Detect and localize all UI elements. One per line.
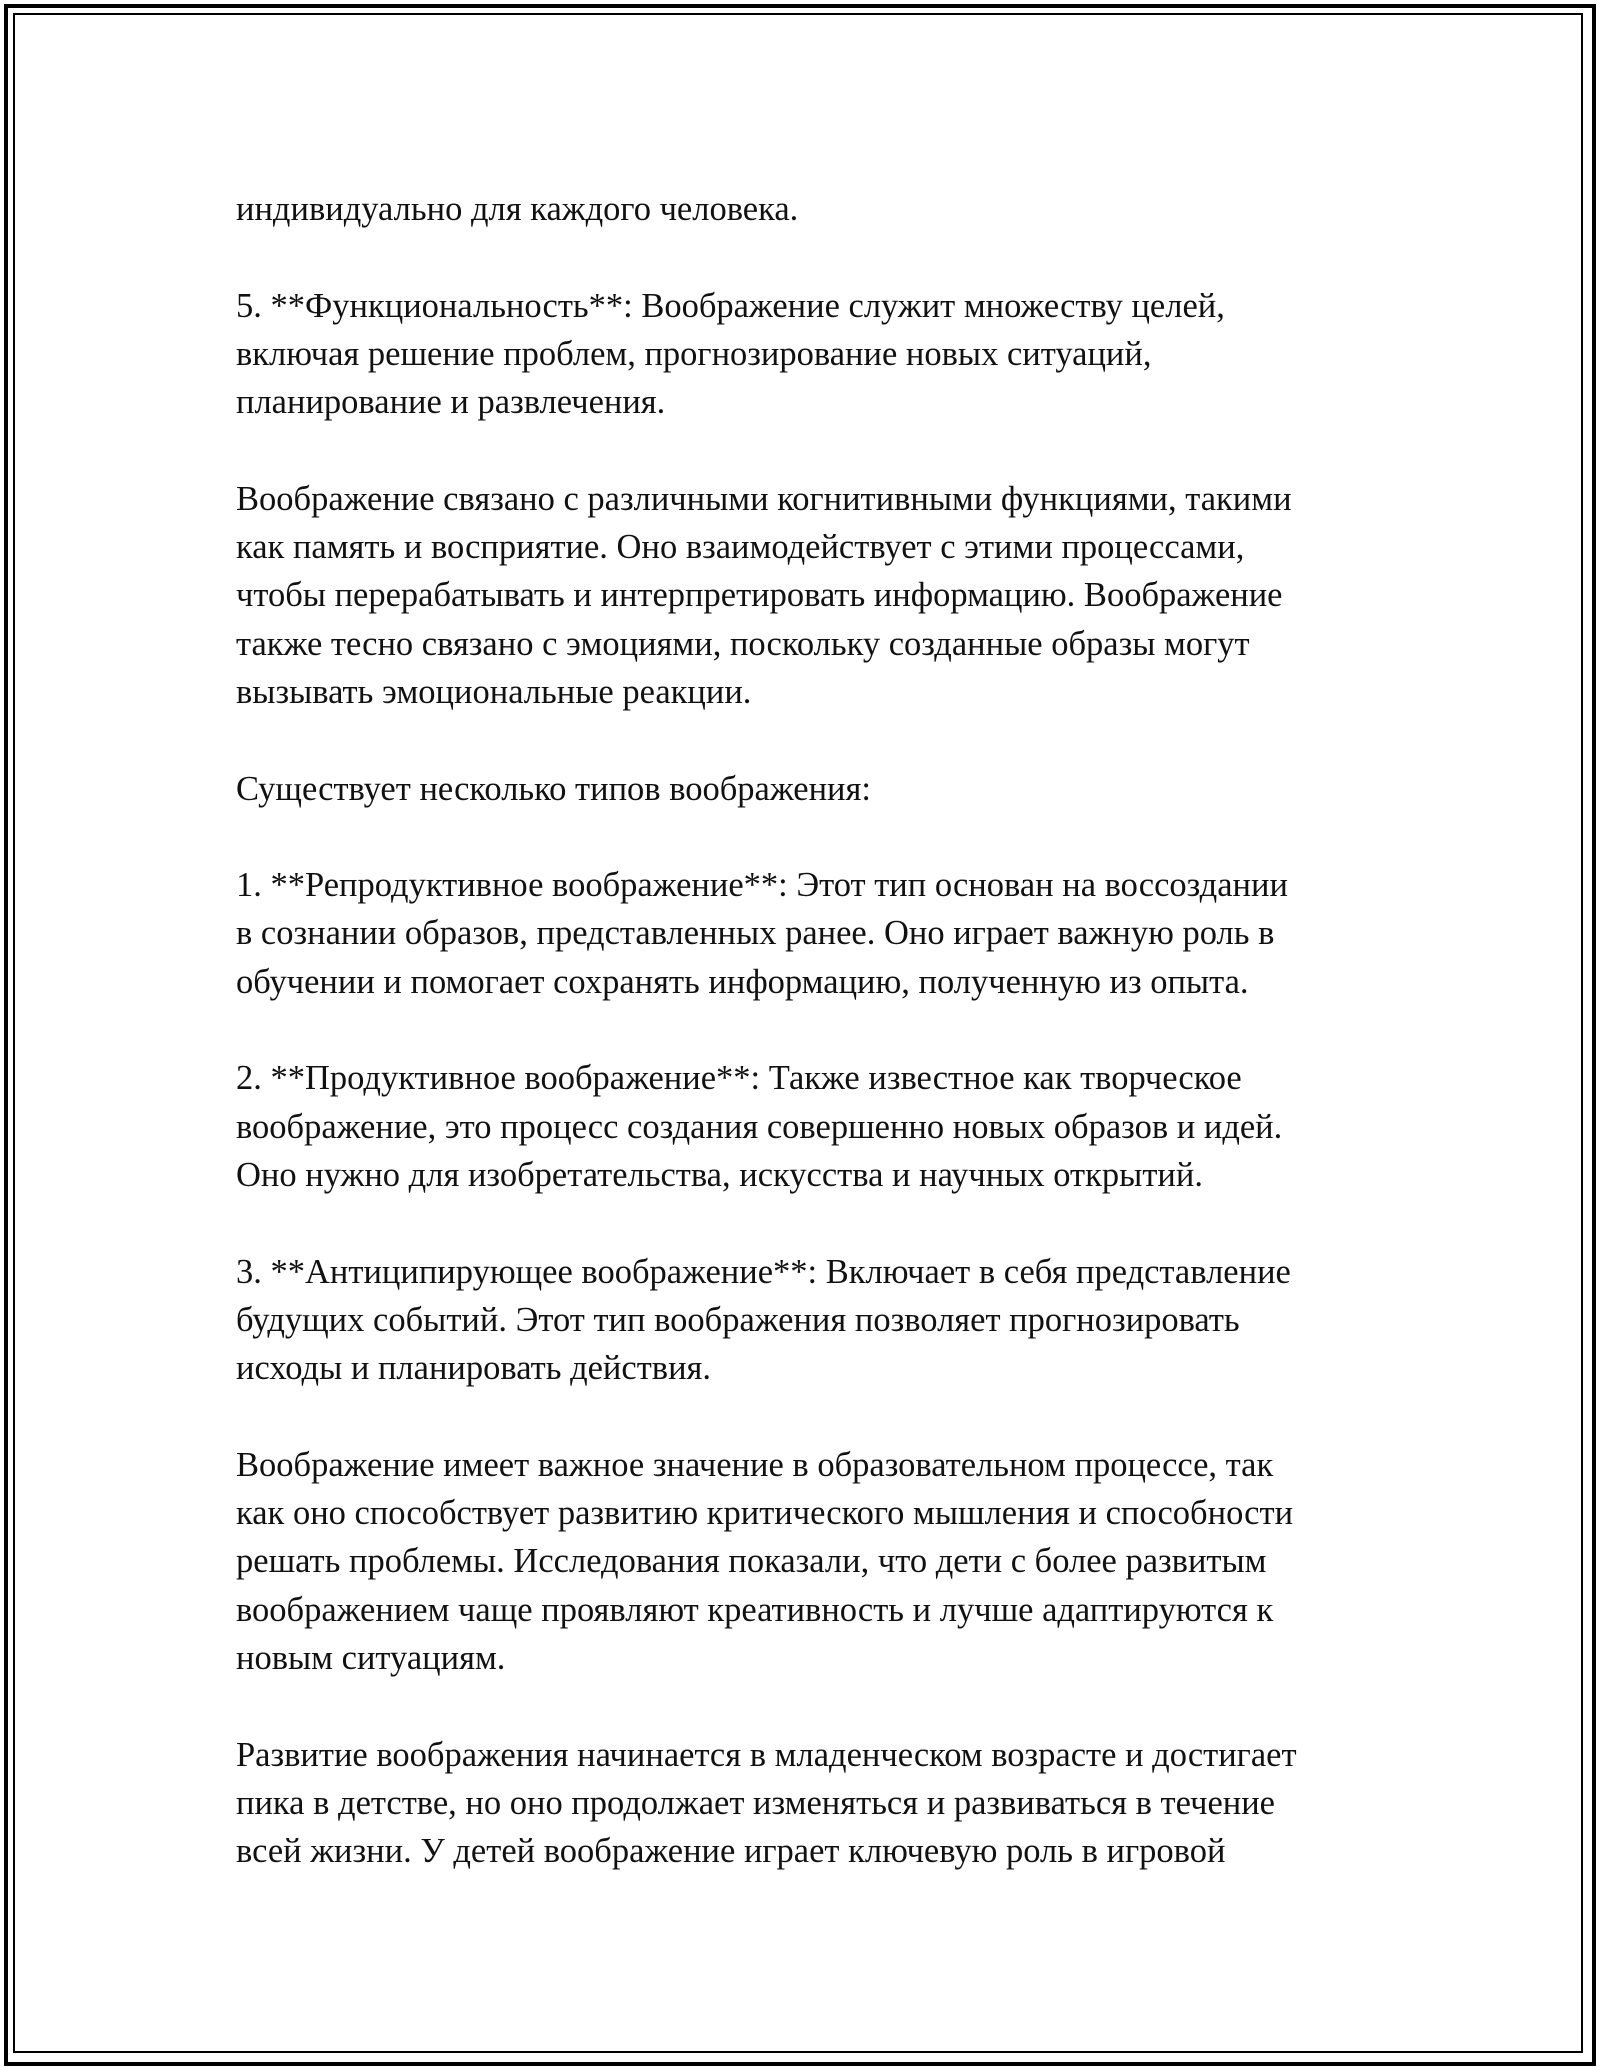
list-item-reproductive xyxy=(236,861,1416,1006)
text-line: новым ситуациям. xyxy=(236,1638,506,1677)
text-line: индивидуально для каждого человека. xyxy=(236,190,799,228)
paragraph-functionality xyxy=(236,282,1416,427)
text-line: чтобы перерабатывать и интерпретировать информацию. Воображение xyxy=(236,576,1283,615)
paragraph-development xyxy=(236,1731,1416,1876)
text-line: пика в детстве, но оно продолжает изменяться и развиваться в течение xyxy=(236,1783,1275,1822)
text-line: решать проблемы. Исследования показали, что дети с более развитым xyxy=(236,1542,1267,1581)
paragraph-types-intro xyxy=(236,765,1416,813)
paragraph-continuation xyxy=(236,185,1416,233)
text-line: Развитие воображения начинается в младенческом возрасте и достигает xyxy=(236,1735,1297,1774)
document-body xyxy=(236,185,1416,1924)
text-line: включая решение проблем, прогнозирование новых ситуаций, xyxy=(236,334,1152,373)
text-line: 3. **Антиципирующее воображение**: Включает в себя представление xyxy=(236,1252,1291,1291)
text-line: в сознании образов, представленных ранее. Оно играет важную роль в xyxy=(236,914,1275,953)
text-line: обучении и помогает сохранять информацию, полученную из опыта. xyxy=(236,962,1249,1001)
text-line: планирование и развлечения. xyxy=(236,383,666,422)
paragraph-education xyxy=(236,1441,1416,1682)
text-line: 1. **Репродуктивное воображение**: Этот тип основан на воссоздании xyxy=(236,866,1288,905)
text-line: 2. **Продуктивное воображение**: Также известное как творческое xyxy=(236,1059,1242,1098)
text-line: Воображение имеет важное значение в образовательном процессе, так xyxy=(236,1445,1274,1484)
list-item-anticipatory xyxy=(236,1248,1416,1393)
text-line: как оно способствует развитию критического мышления и способности xyxy=(236,1494,1294,1533)
text-line: 5. **Функциональность**: Воображение служит множеству целей, xyxy=(236,286,1225,325)
text-line: воображением чаще проявляют креативность и лучше адаптируются к xyxy=(236,1590,1274,1629)
text-line: воображение, это процесс создания совершенно новых образов и идей. xyxy=(236,1107,1283,1146)
text-line: вызывать эмоциональные реакции. xyxy=(236,672,752,711)
text-line: всей жизни. У детей воображение играет ключевую роль в игровой xyxy=(236,1832,1226,1871)
text-line: Существует несколько типов воображения: xyxy=(236,769,871,808)
text-line: Воображение связано с различными когнитивными функциями, такими xyxy=(236,479,1292,518)
text-line: как память и восприятие. Оно взаимодействует с этими процессами, xyxy=(236,528,1245,567)
text-line: также тесно связано с эмоциями, поскольку созданные образы могут xyxy=(236,624,1250,663)
text-line: исходы и планировать действия. xyxy=(236,1349,712,1388)
paragraph-cognitive-functions xyxy=(236,475,1416,716)
text-line: будущих событий. Этот тип воображения позволяет прогнозировать xyxy=(236,1300,1240,1339)
list-item-productive xyxy=(236,1054,1416,1199)
text-line: Оно нужно для изобретательства, искусства и научных открытий. xyxy=(236,1155,1203,1194)
